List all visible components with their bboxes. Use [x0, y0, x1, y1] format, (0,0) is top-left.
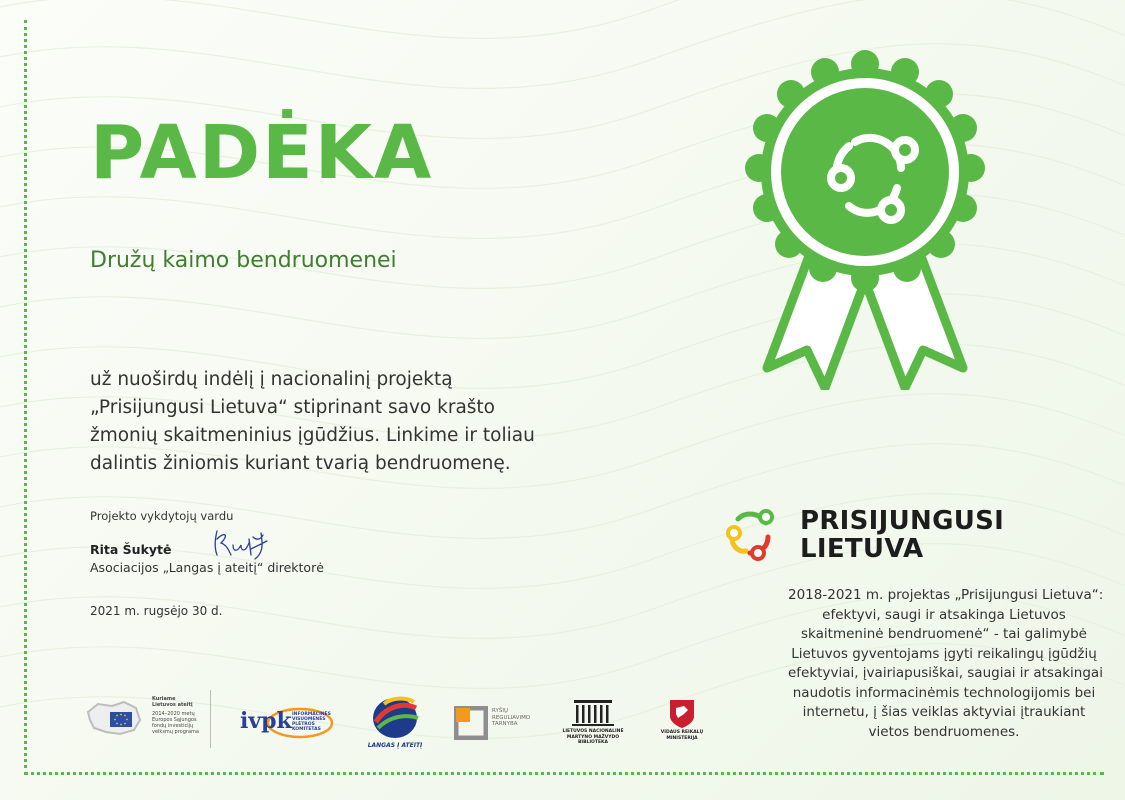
eu-funds-logo	[84, 694, 204, 742]
sign-intro: Projekto vykdytojų vardu	[90, 509, 234, 523]
ivpk-subtext: INFORMACINĖS	[292, 712, 331, 717]
certificate-title: PADĖKA	[90, 110, 434, 196]
brand-name	[800, 507, 1004, 563]
eu-logo-text: Kuriame	[152, 696, 176, 702]
library-building-icon	[556, 698, 630, 728]
project-description	[788, 586, 1104, 742]
body-line: „Prisijungusi Lietuva“ stiprinant savo krašto	[90, 397, 495, 418]
ivpk-subtext: KOMITETAS	[292, 727, 321, 732]
description-line: skaitmeninė bendruomenė“ - tai galimybė	[801, 626, 1087, 642]
dotted-border-left	[24, 20, 27, 775]
description-line: 2018-2021 m. projektas „Prisijungusi Lietuva“:	[788, 587, 1104, 603]
langas-i-ateiti-logo	[360, 692, 430, 754]
rrt-text: REGULIAVIMO	[492, 714, 531, 721]
description-line: naudotis informacinėmis technologijomis bei	[792, 684, 1096, 701]
ivpk-wordmark: ivpk	[240, 708, 292, 734]
certificate-body	[90, 366, 560, 478]
library-text: MARTYNO MAŽVYDO	[566, 734, 620, 740]
prisijungusi-lietuva-logo	[720, 503, 782, 565]
certificate-date: 2021 m. rugsėjo 30 d.	[90, 604, 223, 618]
sponsor-divider	[210, 690, 211, 748]
dotted-border-bottom	[24, 772, 1104, 775]
description-line: vietos bendruomenes.	[868, 723, 1020, 740]
rrt-text: RYŠIŲ	[492, 708, 508, 714]
national-library-logo	[556, 698, 630, 750]
lithuania-map-icon	[84, 698, 144, 738]
description-line: Lietuvos gyventojams įgyti reikalingų įgūdžių	[791, 645, 1097, 662]
ministry-text: MINISTERIJA	[666, 735, 698, 741]
signer-name: Rita Šukytė	[90, 542, 172, 557]
ministry-text: VIDAUS REIKALŲ	[660, 730, 704, 735]
rosette-badge-icon	[745, 50, 985, 390]
langas-wordmark: LANGAS Į ATEITĮ	[367, 742, 423, 749]
body-line: žmonių skaitmeninius įgūdžius. Linkime ir toliau	[90, 425, 535, 446]
signer-role: Asociacijos „Langas į ateitį“ direktorė	[90, 560, 324, 575]
body-line: už nuoširdų indėlį į nacionalinį projektą	[90, 369, 453, 390]
ivpk-subtext: VISUOMENĖS	[292, 717, 326, 722]
coat-of-arms-icon	[654, 698, 710, 730]
description-line: efektyviai, įvairiapusiškai, saugiai ir atsakingai	[788, 665, 1103, 681]
ivpk-logo	[238, 702, 338, 742]
library-text: BIBLIOTEKA	[577, 740, 608, 745]
library-text: LIETUVOS NACIONALINĖ	[562, 729, 624, 734]
eu-logo-text: 2014–2020 metų	[152, 711, 195, 717]
eu-logo-text: Lietuvos ateitį	[152, 702, 193, 708]
eu-logo-text: veiksmų programa	[152, 729, 199, 735]
interior-ministry-logo	[654, 698, 710, 750]
description-line: internetu, į šias veiklas aktyviai įtraukiant	[802, 704, 1086, 720]
eu-logo-text: Europos Sąjungos	[152, 717, 197, 723]
rrt-text: TARNYBA	[492, 721, 518, 727]
sponsor-logos	[82, 688, 722, 758]
recipient-name: Družų kaimo bendruomenei	[90, 248, 397, 273]
handwritten-signature	[205, 525, 275, 565]
langas-globe-icon	[360, 692, 430, 740]
body-line: dalintis žiniomis kuriant tvarią bendruomenę.	[90, 453, 511, 474]
brand-name-line: PRISIJUNGUSI	[800, 506, 1005, 536]
rrt-logo	[454, 706, 544, 742]
ivpk-subtext: PLĖTROS	[292, 722, 315, 727]
brand-name-line: LIETUVA	[800, 534, 924, 564]
description-line: efektyvi, saugi ir atsakinga Lietuvos	[822, 606, 1066, 623]
rrt-square-icon	[454, 706, 488, 740]
eu-logo-text: fondų investicijų	[152, 723, 194, 729]
